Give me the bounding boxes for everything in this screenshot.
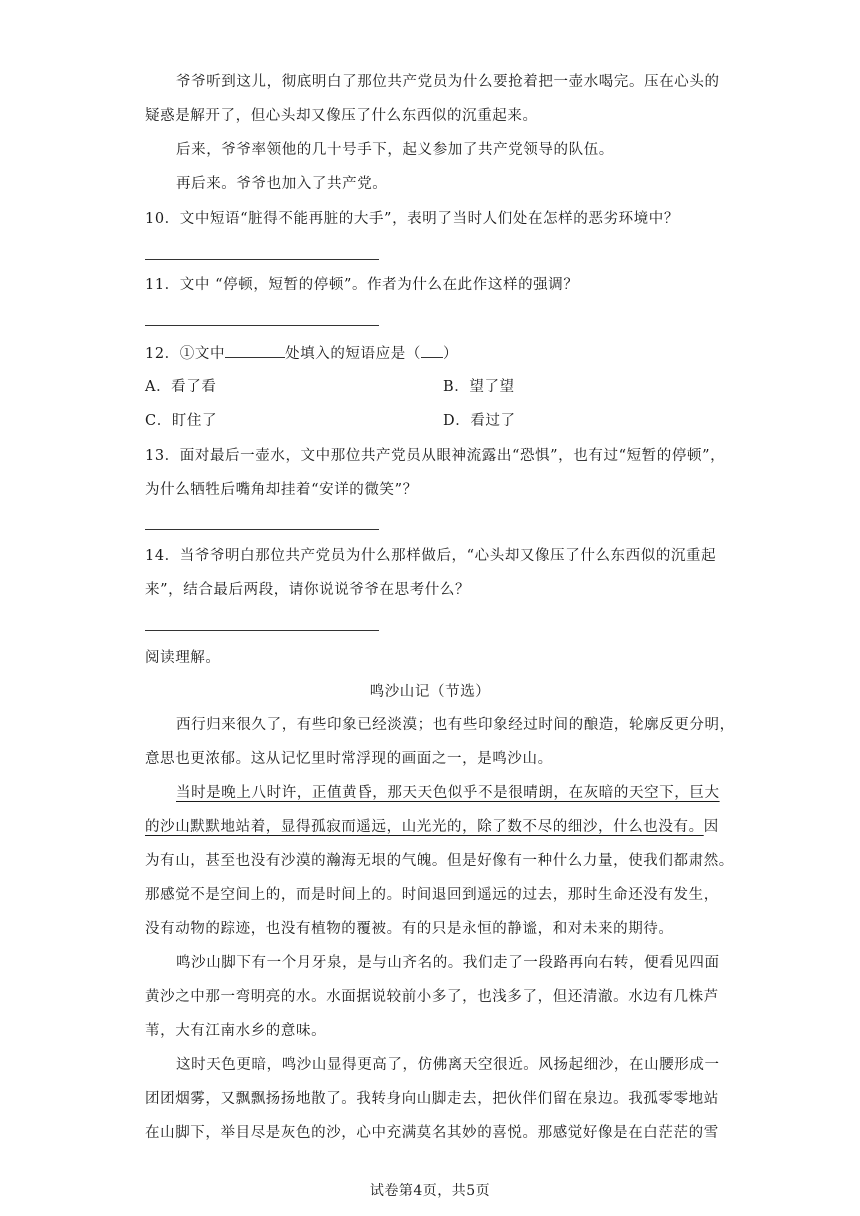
passage2-p2-line1-underlined: 当时是晚上八时许，正值黄昏，那天天色似乎不是很晴朗，在灰暗的天空下，巨大 [176,785,720,801]
question-12-close: ） [442,346,459,362]
passage2-p4-line1: 这时天色更暗，鸣沙山显得更高了，仿佛离天空很近。风扬起细沙，在山腰形成一 [176,1057,720,1073]
question-13-line2: 为什么牺牲后嘴角却挂着“安详的微笑”？ [145,482,418,498]
option-c[interactable]: C．盯住了 [145,413,218,429]
passage2-title: 鸣沙山记（节选） [369,684,491,700]
passage2-p3-line3: 苇，大有江南水乡的意味。 [145,1023,327,1039]
question-14-line1: 14．当爷爷明白那位共产党员为什么那样做后，“心头却又像压了什么东西似的沉重起 [145,548,717,564]
passage1-p1-line1: 爷爷听到这儿，彻底明白了那位共产党员为什么要抢着把一壶水喝完。压在心头的 [176,74,720,90]
passage1-p1-line2: 疑惑是解开了，但心头却又像压了什么东西似的沉重起来。 [145,108,538,124]
passage2-p2-line2-tail: 因 [703,819,719,835]
passage1-p2: 后来，爷爷率领他的几十号手下，起义参加了共产党领导的队伍。 [176,142,614,158]
section-label: 阅读理解。 [145,650,221,666]
option-a[interactable]: A．看了看 [145,379,217,395]
passage2-p4-line3: 在山脚下，举目尽是灰色的沙，心中充满莫名其妙的喜悦。那感觉好像是在白茫茫的雪 [145,1125,719,1141]
answer-line-11[interactable] [145,325,379,326]
question-12-inline-blank [225,343,285,358]
passage2-p2-line4: 那感觉不是空间上的，而是时间上的。时间退回到遥远的过去，那时生命还没有发生， [145,887,719,903]
option-d[interactable]: D．看过了 [443,413,516,429]
question-13-line1: 13．面对最后一壶水，文中那位共产党员从眼神流露出“恐惧”，也有过“短暂的停顿”， [145,448,726,464]
page-footer: 试卷第4页，共5页 [369,1183,491,1199]
passage2-p2-line3: 为有山，甚至也没有沙漠的瀚海无垠的气魄。但是好像有一种什么力量，使我们都肃然。 [145,853,734,869]
option-b[interactable]: B．望了望 [443,379,515,395]
passage2-p2-line2-underlined: 的沙山默默地站着，显得孤寂而遥远，山光光的，除了数不尽的细沙，什么也没有。 [145,819,704,835]
passage2-p4-line2: 团团烟雾，又飘飘扬扬地散了。我转身向山脚走去，把伙伴们留在泉边。我孤零零地站 [145,1091,719,1107]
passage2-p1-line1: 西行归来很久了，有些印象已经淡漠；也有些印象经过时间的酿造，轮廓反更分明， [176,717,735,733]
passage1-p3: 再后来。爷爷也加入了共产党。 [176,176,388,192]
question-10: 10．文中短语“脏得不能再脏的大手”，表明了当时人们处在怎样的恶劣环境中？ [145,211,679,227]
answer-line-13[interactable] [145,529,379,530]
passage2-p3-line2: 黄沙之中那一弯明亮的水。水面据说较前小多了，也浅多了，但还清澈。水边有几株芦 [145,989,719,1005]
question-11: 11．文中 “停顿，短暂的停顿”。作者为什么在此作这样的强调？ [145,277,579,293]
answer-line-14[interactable] [145,630,379,631]
passage2-p2-line5: 没有动物的踪迹，也没有植物的覆被。有的只是永恒的静谧，和对未来的期待。 [145,921,674,937]
answer-line-10[interactable] [145,259,379,260]
question-12 [145,343,715,364]
passage2-p3-line1: 鸣沙山脚下有一个月牙泉，是与山齐名的。我们走了一段路再向右转，便看见四面 [176,955,720,971]
passage2-p1-line2: 意思也更浓郁。这从记忆里时常浮现的画面之一，是鸣沙山。 [145,751,553,767]
question-12-suffix: 处填入的短语应是（ [285,346,421,362]
question-12-answer-blank[interactable] [421,343,443,358]
question-12-prefix: 12．①文中 [145,346,226,362]
passage2-p2-line2 [145,817,719,837]
question-14-line2: 来”，结合最后两段，请你说说爷爷在思考什么？ [145,582,471,598]
